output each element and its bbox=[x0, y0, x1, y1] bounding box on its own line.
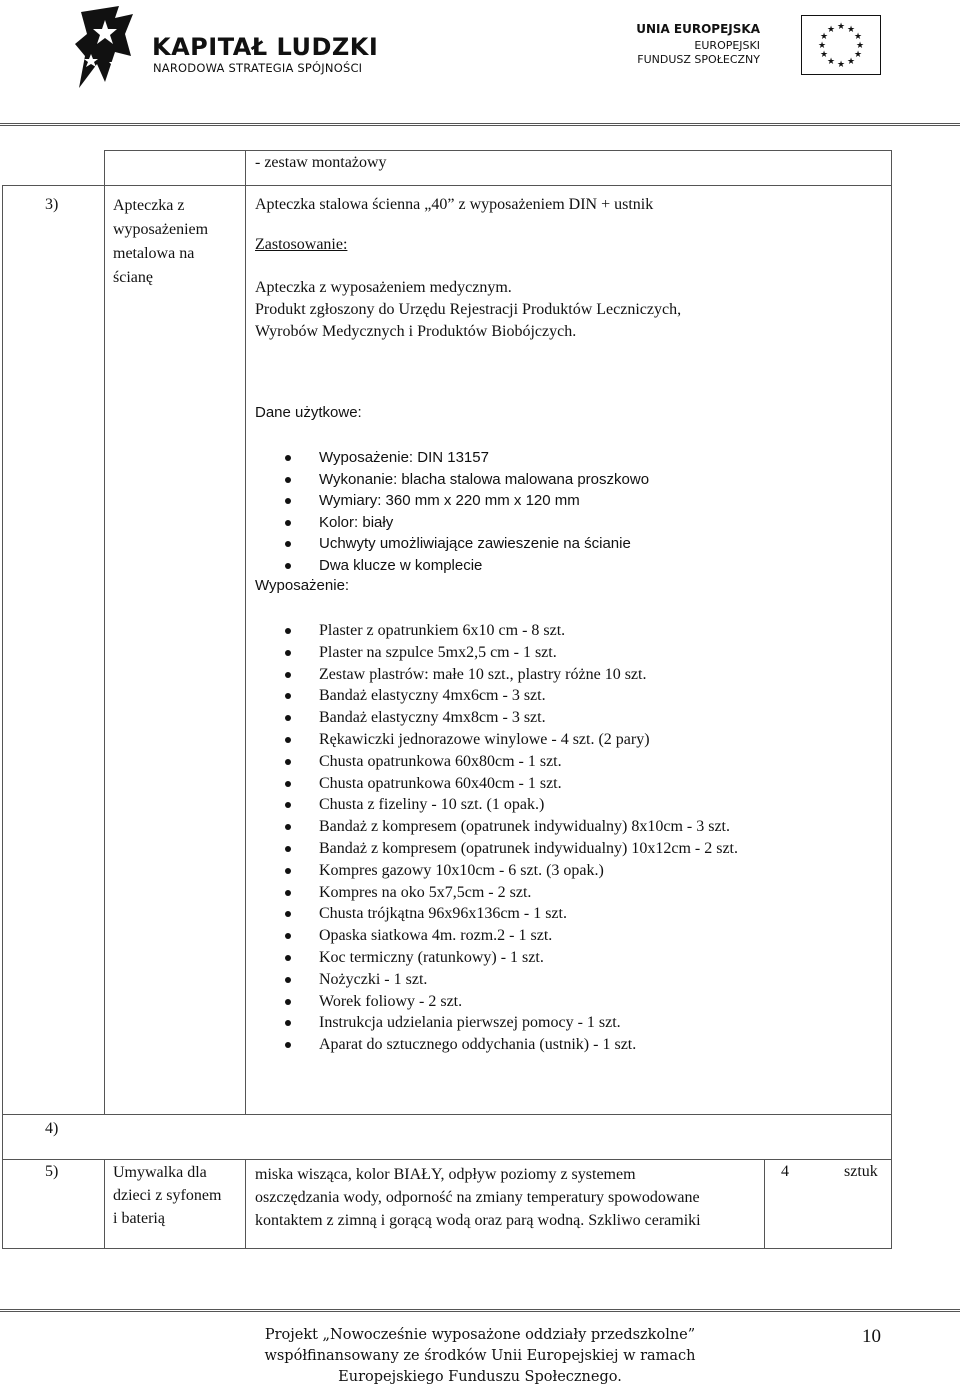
eu-label-line2: EUROPEJSKI bbox=[694, 39, 760, 52]
usage-text: Apteczka z wyposażeniem medycznym. Produkt zgłoszony do Urzędu Rejestracji Produktów Leczniczych, Wyrobów Medycznych i Produktów Biobójczych. bbox=[255, 279, 682, 340]
svg-text:★: ★ bbox=[836, 22, 846, 32]
logo-title: KAPITAŁ LUDZKI bbox=[152, 33, 379, 61]
svg-text:★: ★ bbox=[855, 41, 865, 51]
list-item: Bandaż z kompresem (opatrunek indywidualny) 10x12cm - 2 szt. bbox=[255, 838, 775, 860]
row4-number: 4) bbox=[45, 1120, 59, 1137]
list-item: Aparat do sztucznego oddychania (ustnik) - 1 szt. bbox=[255, 1034, 775, 1056]
top-cell-text: - zestaw montażowy bbox=[255, 154, 387, 171]
list-item: Bandaż elastyczny 4mx6cm - 3 szt. bbox=[255, 685, 775, 707]
list-item: Wymiary: 360 mm x 220 mm x 120 mm bbox=[255, 490, 775, 512]
row3-title: Apteczka stalowa ścienna „40” z wyposażeniem DIN + ustnik bbox=[255, 196, 654, 213]
eu-label-line1: UNIA EUROPEJSKA bbox=[636, 22, 760, 36]
row5-number: 5) bbox=[45, 1163, 59, 1180]
list-item: Instrukcja udzielania pierwszej pomocy - 1 szt. bbox=[255, 1012, 775, 1034]
row5-unit: sztuk bbox=[844, 1163, 878, 1180]
row5-description: miska wisząca, kolor BIAŁY, odpływ poziomy z systemem oszczędzania wody, odporność na zmiany temperatury spowodowane kontaktem z zimną i gorącą wodą oraz parą wodną. Szkliwo ceramiki bbox=[255, 1166, 701, 1229]
usage-heading: Zastosowanie: bbox=[255, 236, 348, 253]
header-divider bbox=[0, 123, 960, 126]
top-name-cell bbox=[104, 150, 246, 186]
list-item: Dwa klucze w komplecie bbox=[255, 555, 775, 577]
list-item: Kompres na oko 5x7,5cm - 2 szt. bbox=[255, 882, 775, 904]
svg-text:★: ★ bbox=[836, 60, 846, 70]
svg-text:★: ★ bbox=[819, 50, 829, 60]
list-item: Worek foliowy - 2 szt. bbox=[255, 991, 775, 1013]
footer-divider bbox=[0, 1309, 960, 1312]
row5-name: Umywalka dla dzieci z syfonem i baterią bbox=[113, 1164, 222, 1227]
list-item: Kolor: biały bbox=[255, 512, 775, 534]
svg-text:★: ★ bbox=[846, 25, 856, 35]
equipment-heading: Wyposażenie: bbox=[255, 577, 350, 594]
row3-number: 3) bbox=[45, 196, 59, 213]
list-item: Zestaw plastrów: małe 10 szt., plastry różne 10 szt. bbox=[255, 664, 775, 686]
svg-text:★: ★ bbox=[853, 32, 863, 42]
svg-text:★: ★ bbox=[819, 32, 829, 42]
row3-name: Apteczka z wyposażeniem metalowa na ścianę bbox=[113, 197, 209, 286]
list-item: Plaster na szpulce 5mx2,5 cm - 1 szt. bbox=[255, 642, 775, 664]
specs-heading: Dane użytkowe: bbox=[255, 404, 362, 421]
list-item: Chusta trójkątna 96x96x136cm - 1 szt. bbox=[255, 903, 775, 925]
page-number: 10 bbox=[862, 1326, 881, 1347]
equipment-list bbox=[255, 620, 775, 1056]
list-item: Plaster z opatrunkiem 6x10 cm - 8 szt. bbox=[255, 620, 775, 642]
row3-number-cell bbox=[2, 185, 105, 1115]
row5-qty: 4 bbox=[781, 1163, 789, 1180]
list-item: Chusta opatrunkowa 60x80cm - 1 szt. bbox=[255, 751, 775, 773]
list-item: Nożyczki - 1 szt. bbox=[255, 969, 775, 991]
list-item: Opaska siatkowa 4m. rozm.2 - 1 szt. bbox=[255, 925, 775, 947]
list-item: Chusta z fizeliny - 10 szt. (1 opak.) bbox=[255, 794, 775, 816]
list-item: Bandaż elastyczny 4mx8cm - 3 szt. bbox=[255, 707, 775, 729]
svg-text:★: ★ bbox=[817, 41, 827, 51]
eu-flag-icon bbox=[801, 15, 881, 75]
footer-text: Projekt „Nowocześnie wyposażone oddziały przedszkolne” współfinansowany ze środków Unii Europejskiej w ramach Europejskiego Funduszu Społecznego. bbox=[264, 1327, 696, 1385]
kapital-ludzki-logo-icon bbox=[75, 4, 135, 92]
svg-text:★: ★ bbox=[826, 57, 836, 67]
row4-cell bbox=[2, 1114, 892, 1160]
row3-name-cell bbox=[104, 185, 246, 1115]
svg-text:★: ★ bbox=[846, 57, 856, 67]
eu-label-line3: FUNDUSZ SPOŁECZNY bbox=[637, 53, 760, 66]
list-item: Wyposażenie: DIN 13157 bbox=[255, 447, 775, 469]
list-item: Bandaż z kompresem (opatrunek indywidualny) 8x10cm - 3 szt. bbox=[255, 816, 775, 838]
svg-text:★: ★ bbox=[826, 25, 836, 35]
list-item: Koc termiczny (ratunkowy) - 1 szt. bbox=[255, 947, 775, 969]
list-item: Wykonanie: blacha stalowa malowana proszkowo bbox=[255, 469, 775, 491]
list-item: Rękawiczki jednorazowe winylowe - 4 szt. (2 pary) bbox=[255, 729, 775, 751]
list-item: Chusta opatrunkowa 60x40cm - 1 szt. bbox=[255, 773, 775, 795]
svg-text:★: ★ bbox=[853, 50, 863, 60]
logo-subtitle: NARODOWA STRATEGIA SPÓJNOŚCI bbox=[153, 61, 363, 75]
list-item: Kompres gazowy 10x10cm - 6 szt. (3 opak.) bbox=[255, 860, 775, 882]
specs-list bbox=[255, 447, 775, 576]
list-item: Uchwyty umożliwiające zawieszenie na ścianie bbox=[255, 533, 775, 555]
